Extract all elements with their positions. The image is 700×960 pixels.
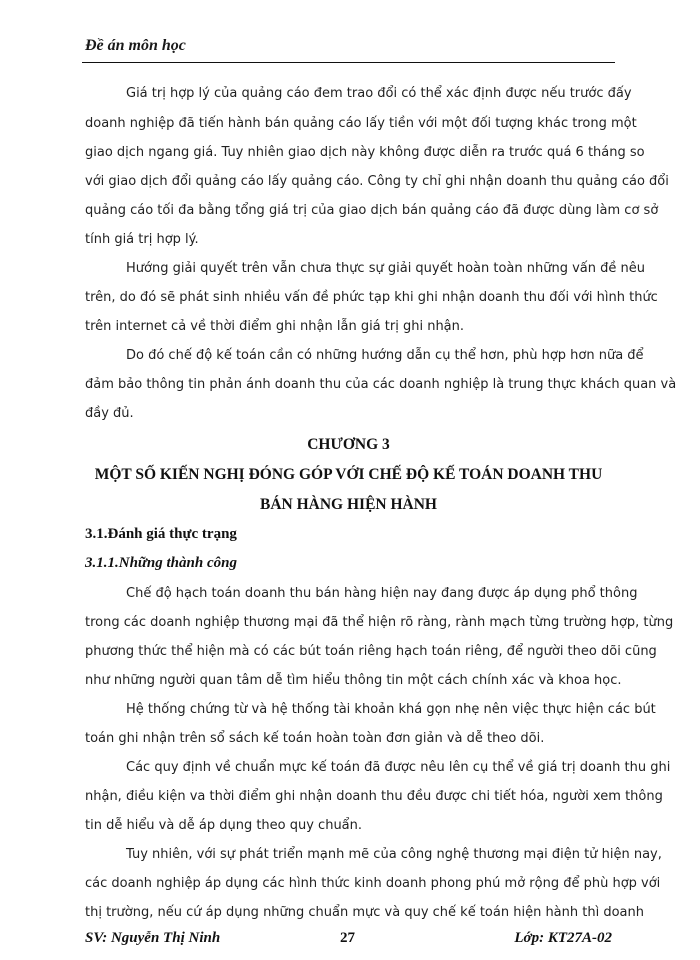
text-line: trên, do đó sẽ phát sinh nhiều vấn đề phức tạp khi ghi nhận doanh thu đối với hình thức <box>85 290 658 305</box>
subsection-heading: 3.1.1.Những thành công <box>85 555 237 571</box>
text-line: nhận, điều kiện va thời điểm ghi nhận doanh thu đều được chi tiết hóa, người xem thông <box>85 789 663 804</box>
text-line: trên internet cả về thời điểm ghi nhận lẫn giá trị ghi nhận. <box>85 319 465 334</box>
section-heading: 3.1.Đánh giá thực trạng <box>85 526 237 542</box>
text-line: tin dễ hiểu và dễ áp dụng theo quy chuẩn. <box>85 818 363 833</box>
text-line: giao dịch ngang giá. Tuy nhiên giao dịch này không được diễn ra trước quá 6 tháng so <box>85 145 645 160</box>
header-title: Đề án môn học <box>85 37 186 54</box>
text-line: Hệ thống chứng từ và hệ thống tài khoản khá gọn nhẹ nên việc thực hiện các bút <box>126 702 656 717</box>
text-line: phương thức thể hiện mà có các bút toán riêng hạch toán riêng, để người theo dõi cũng <box>85 644 657 659</box>
text-line: thị trường, nếu cứ áp dụng những chuẩn mực và quy chế kế toán hiện hành thì doanh <box>85 905 644 920</box>
footer-class: Lớp: KT27A-02 <box>514 930 612 946</box>
text-line: Do đó chế độ kế toán cần có những hướng dẫn cụ thể hơn, phù hợp hơn nữa để <box>126 348 644 363</box>
text-line: với giao dịch đổi quảng cáo lấy quảng cáo. Công ty chỉ ghi nhận doanh thu quảng cáo đổi <box>85 174 669 189</box>
text-line: đảm bảo thông tin phản ánh doanh thu của các doanh nghiệp là trung thực khách quan và <box>85 377 677 392</box>
text-line: toán ghi nhận trên sổ sách kế toán hoàn toàn đơn giản và dễ theo dõi. <box>85 731 545 746</box>
text-line: Giá trị hợp lý của quảng cáo đem trao đổi có thể xác định được nếu trước đấy <box>126 86 632 101</box>
footer-page-number: 27 <box>340 930 355 946</box>
text-line: Các quy định về chuẩn mực kế toán đã được nêu lên cụ thể về giá trị doanh thu ghi <box>126 760 671 775</box>
text-line: quảng cáo tối đa bằng tổng giá trị của giao dịch bán quảng cáo đã được dùng làm cơ sở <box>85 203 659 218</box>
text-line: đầy đủ. <box>85 406 134 421</box>
header-divider <box>82 62 615 63</box>
text-line: Tuy nhiên, với sự phát triển mạnh mẽ của công nghệ thương mại điện tử hiện nay, <box>126 847 662 862</box>
text-line: trong các doanh nghiệp thương mại đã thể hiện rõ ràng, rành mạch từng trường hợp, từng <box>85 615 674 630</box>
chapter-title-line-1: MỘT SỐ KIẾN NGHỊ ĐÓNG GÓP VỚI CHẾ ĐỘ KẾ TOÁN DOANH THU <box>94 466 603 483</box>
text-line: tính giá trị hợp lý. <box>85 232 199 247</box>
text-line: Chế độ hạch toán doanh thu bán hàng hiện nay đang được áp dụng phổ thông <box>126 586 638 601</box>
chapter-number: CHƯƠNG 3 <box>307 436 390 453</box>
text-line: các doanh nghiệp áp dụng các hình thức kinh doanh phong phú mở rộng để phù hợp với <box>85 876 661 891</box>
chapter-title-line-2: BÁN HÀNG HIỆN HÀNH <box>260 496 437 513</box>
text-line: Hướng giải quyết trên vẫn chưa thực sự giải quyết hoàn toàn những vấn đề nêu <box>126 261 645 276</box>
footer-student: SV: Nguyễn Thị Ninh <box>85 930 221 946</box>
text-line: như những người quan tâm dễ tìm hiểu thông tin một cách chính xác và khoa học. <box>85 673 622 688</box>
text-line: doanh nghiệp đã tiến hành bán quảng cáo lấy tiền với một đối tượng khác trong một <box>85 116 637 131</box>
